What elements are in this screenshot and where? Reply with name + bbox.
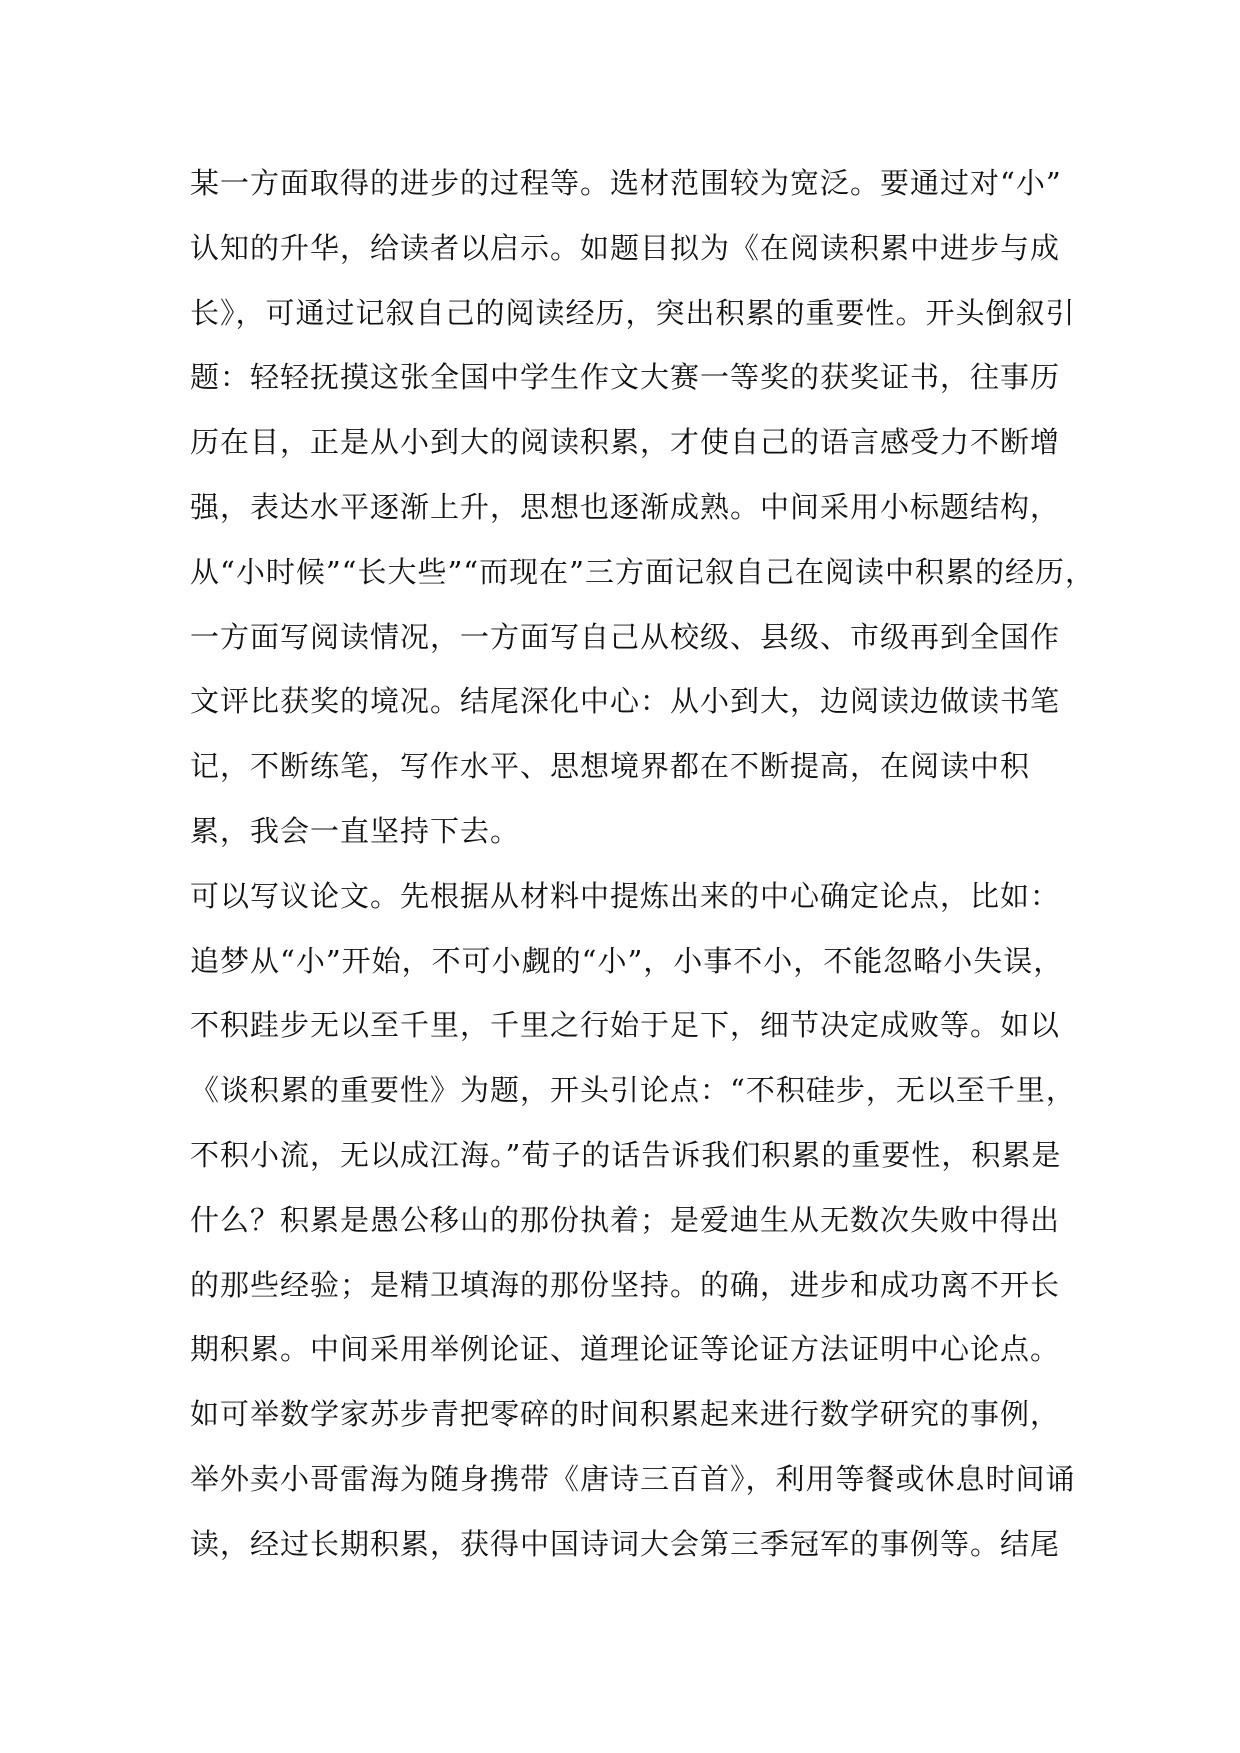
text-line: 文评比获奖的境况。结尾深化中心：从小到大，边阅读边做读书笔 bbox=[190, 684, 1061, 719]
text-line: 如可举数学家苏步青把零碎的时间积累起来进行数学研究的事例， bbox=[190, 1397, 1061, 1432]
text-line: 记，不断练笔，写作水平、思想境界都在不断提高，在阅读中积 bbox=[190, 749, 1031, 784]
body-text bbox=[190, 151, 1095, 1577]
text-line: 某一方面取得的进步的过程等。选材范围较为宽泛。要通过对“小” bbox=[190, 166, 1062, 200]
text-line: 什么？积累是愚公移山的那份执着；是爱迪生从无数次失败中得出 bbox=[190, 1202, 1061, 1237]
text-line: 读，经过长期积累，获得中国诗词大会第三季冠军的事例等。结尾 bbox=[190, 1526, 1061, 1561]
text-line: 长》，可通过记叙自己的阅读经历，突出积累的重要性。开头倒叙引 bbox=[190, 295, 1076, 330]
text-line: 期积累。中间采用举例论证、道理论证等论证方法证明中心论点。 bbox=[190, 1332, 1061, 1367]
text-line: 可以写议论文。先根据从材料中提炼出来的中心确定论点，比如： bbox=[190, 878, 1061, 913]
text-line: 强，表达水平逐渐上升，思想也逐渐成熟。中间采用小标题结构， bbox=[190, 489, 1061, 524]
text-line: 追梦从“小”开始，不可小觑的“小”，小事不小，不能忽略小失误， bbox=[190, 943, 1064, 978]
text-line: 题：轻轻抚摸这张全国中学生作文大赛一等奖的获奖证书，往事历 bbox=[190, 360, 1061, 395]
text-line: 举外卖小哥雷海为随身携带《唐诗三百首》，利用等餐或休息时间诵 bbox=[190, 1461, 1076, 1496]
text-line: 认知的升华，给读者以启示。如题目拟为《在阅读积累中进步与成 bbox=[190, 230, 1061, 265]
text-line: 《谈积累的重要性》为题，开头引论点：“不积硅步，无以至千里， bbox=[190, 1073, 1076, 1108]
text-line: 从“小时候”“长大些”“而现在”三方面记叙自己在阅读中积累的经历， bbox=[190, 554, 1095, 589]
text-line: 的那些经验；是精卫填海的那份坚持。的确，进步和成功离不开长 bbox=[190, 1267, 1061, 1302]
text-line: 不积跬步无以至千里，千里之行始于足下，细节决定成败等。如以 bbox=[190, 1008, 1061, 1043]
text-line: 累，我会一直坚持下去。 bbox=[190, 813, 521, 848]
text-line: 历在目，正是从小到大的阅读积累，才使自己的语言感受力不断增 bbox=[190, 425, 1061, 460]
text-line: 一方面写阅读情况，一方面写自己从校级、县级、市级再到全国作 bbox=[190, 619, 1061, 654]
text-line: 不积小流，无以成江海。”荀子的话告诉我们积累的重要性，积累是 bbox=[190, 1137, 1062, 1172]
